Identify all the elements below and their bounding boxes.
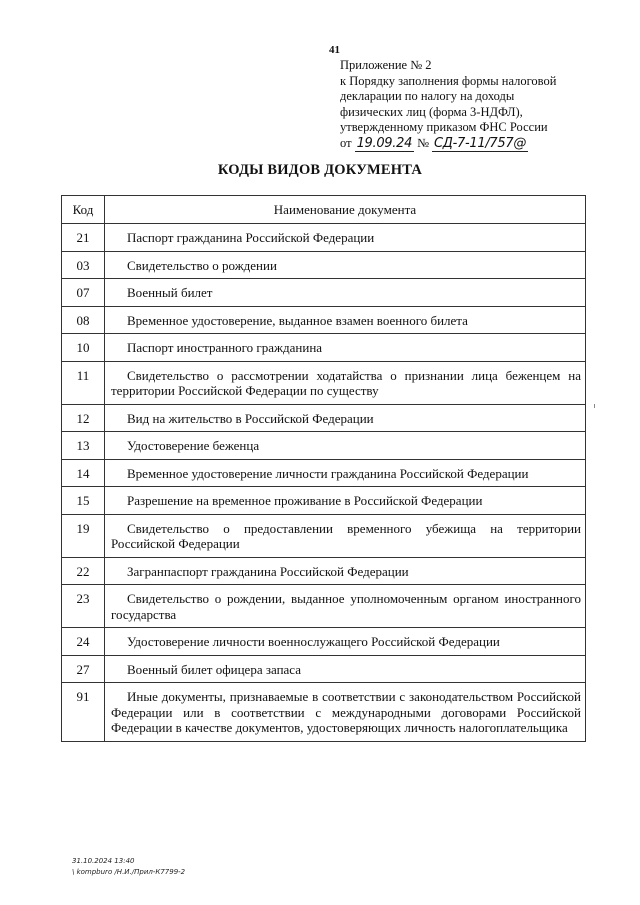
- row-code: 24: [62, 628, 105, 656]
- row-name: Военный билет офицера запаса: [105, 655, 586, 683]
- appendix-header: [340, 58, 600, 152]
- table-row: [62, 557, 586, 585]
- row-code: 12: [62, 404, 105, 432]
- row-code: 10: [62, 334, 105, 362]
- row-name: Разрешение на временное проживание в Российской Федерации: [105, 487, 586, 515]
- number-sign: №: [417, 135, 429, 150]
- appendix-line-1: Приложение № 2: [340, 58, 432, 72]
- row-code: 03: [62, 251, 105, 279]
- row-name: Временное удостоверение личности гражданина Российской Федерации: [105, 459, 586, 487]
- row-code: 27: [62, 655, 105, 683]
- row-name: Паспорт иностранного гражданина: [105, 334, 586, 362]
- row-name: Свидетельство о предоставлении временного убежища на территории Российской Федерации: [105, 514, 586, 557]
- row-name: Военный билет: [105, 279, 586, 307]
- row-code: 11: [62, 361, 105, 404]
- row-name: Удостоверение личности военнослужащего Российской Федерации: [105, 628, 586, 656]
- row-code: 19: [62, 514, 105, 557]
- row-code: 22: [62, 557, 105, 585]
- table-header-row: [62, 196, 586, 224]
- row-name: Временное удостоверение, выданное взамен военного билета: [105, 306, 586, 334]
- row-name: Удостоверение беженца: [105, 432, 586, 460]
- appendix-line-3: декларации по налогу на доходы: [340, 89, 515, 103]
- table-row: [62, 683, 586, 742]
- table-row: [62, 487, 586, 515]
- document-codes-table: [61, 195, 586, 742]
- footer-path: \ kompburo /Н.И./Прил-К7799-2: [72, 868, 186, 876]
- row-code: 23: [62, 585, 105, 628]
- footer-stamp: [72, 856, 185, 878]
- document-title: КОДЫ ВИДОВ ДОКУМЕНТА: [217, 162, 423, 178]
- table-row: [62, 459, 586, 487]
- order-date: 19.09.24: [356, 135, 413, 151]
- from-label: от: [340, 135, 352, 150]
- row-code: 15: [62, 487, 105, 515]
- header-name: Наименование документа: [105, 196, 586, 224]
- row-code: 91: [62, 683, 105, 742]
- scan-speck: [594, 404, 595, 408]
- header-code: Код: [62, 196, 105, 224]
- table-row: [62, 334, 586, 362]
- appendix-line-4: физических лиц (форма 3-НДФЛ),: [340, 104, 523, 119]
- table-row: [62, 224, 586, 252]
- table-row: [62, 404, 586, 432]
- row-code: 21: [62, 224, 105, 252]
- row-name: Свидетельство о рассмотрении ходатайства о признании лица беженцем на территории Российской Федерации по существу: [105, 361, 586, 404]
- table-row: [62, 585, 586, 628]
- row-code: 08: [62, 306, 105, 334]
- row-name: Паспорт гражданина Российской Федерации: [105, 224, 586, 252]
- table-row: [62, 279, 586, 307]
- table-row: [62, 306, 586, 334]
- row-name: Вид на жительство в Российской Федерации: [105, 404, 586, 432]
- row-name: Свидетельство о рождении, выданное уполномоченным органом иностранного государства: [105, 585, 586, 628]
- table-row: [62, 361, 586, 404]
- row-code: 07: [62, 279, 105, 307]
- order-number: СД-7-11/757@: [434, 135, 527, 151]
- row-name: Иные документы, признаваемые в соответствии с законодательством Российской Федерации или в соответствии с международными договорами Российской Федерации в качестве документов, удостоверяющих личность налогоплательщика: [105, 683, 586, 742]
- table-row: [62, 251, 586, 279]
- footer-timestamp: 31.10.2024 13:40: [72, 857, 135, 865]
- page-number: 41: [329, 44, 340, 56]
- table-row: [62, 514, 586, 557]
- table-row: [62, 628, 586, 656]
- appendix-line-5: утвержденному приказом ФНС России: [340, 120, 548, 134]
- table-row: [62, 655, 586, 683]
- row-code: 14: [62, 459, 105, 487]
- order-reference: [340, 136, 600, 153]
- row-name: Загранпаспорт гражданина Российской Федерации: [105, 557, 586, 585]
- table-row: [62, 432, 586, 460]
- row-code: 13: [62, 432, 105, 460]
- row-name: Свидетельство о рождении: [105, 251, 586, 279]
- appendix-line-2: к Порядку заполнения формы налоговой: [340, 73, 557, 88]
